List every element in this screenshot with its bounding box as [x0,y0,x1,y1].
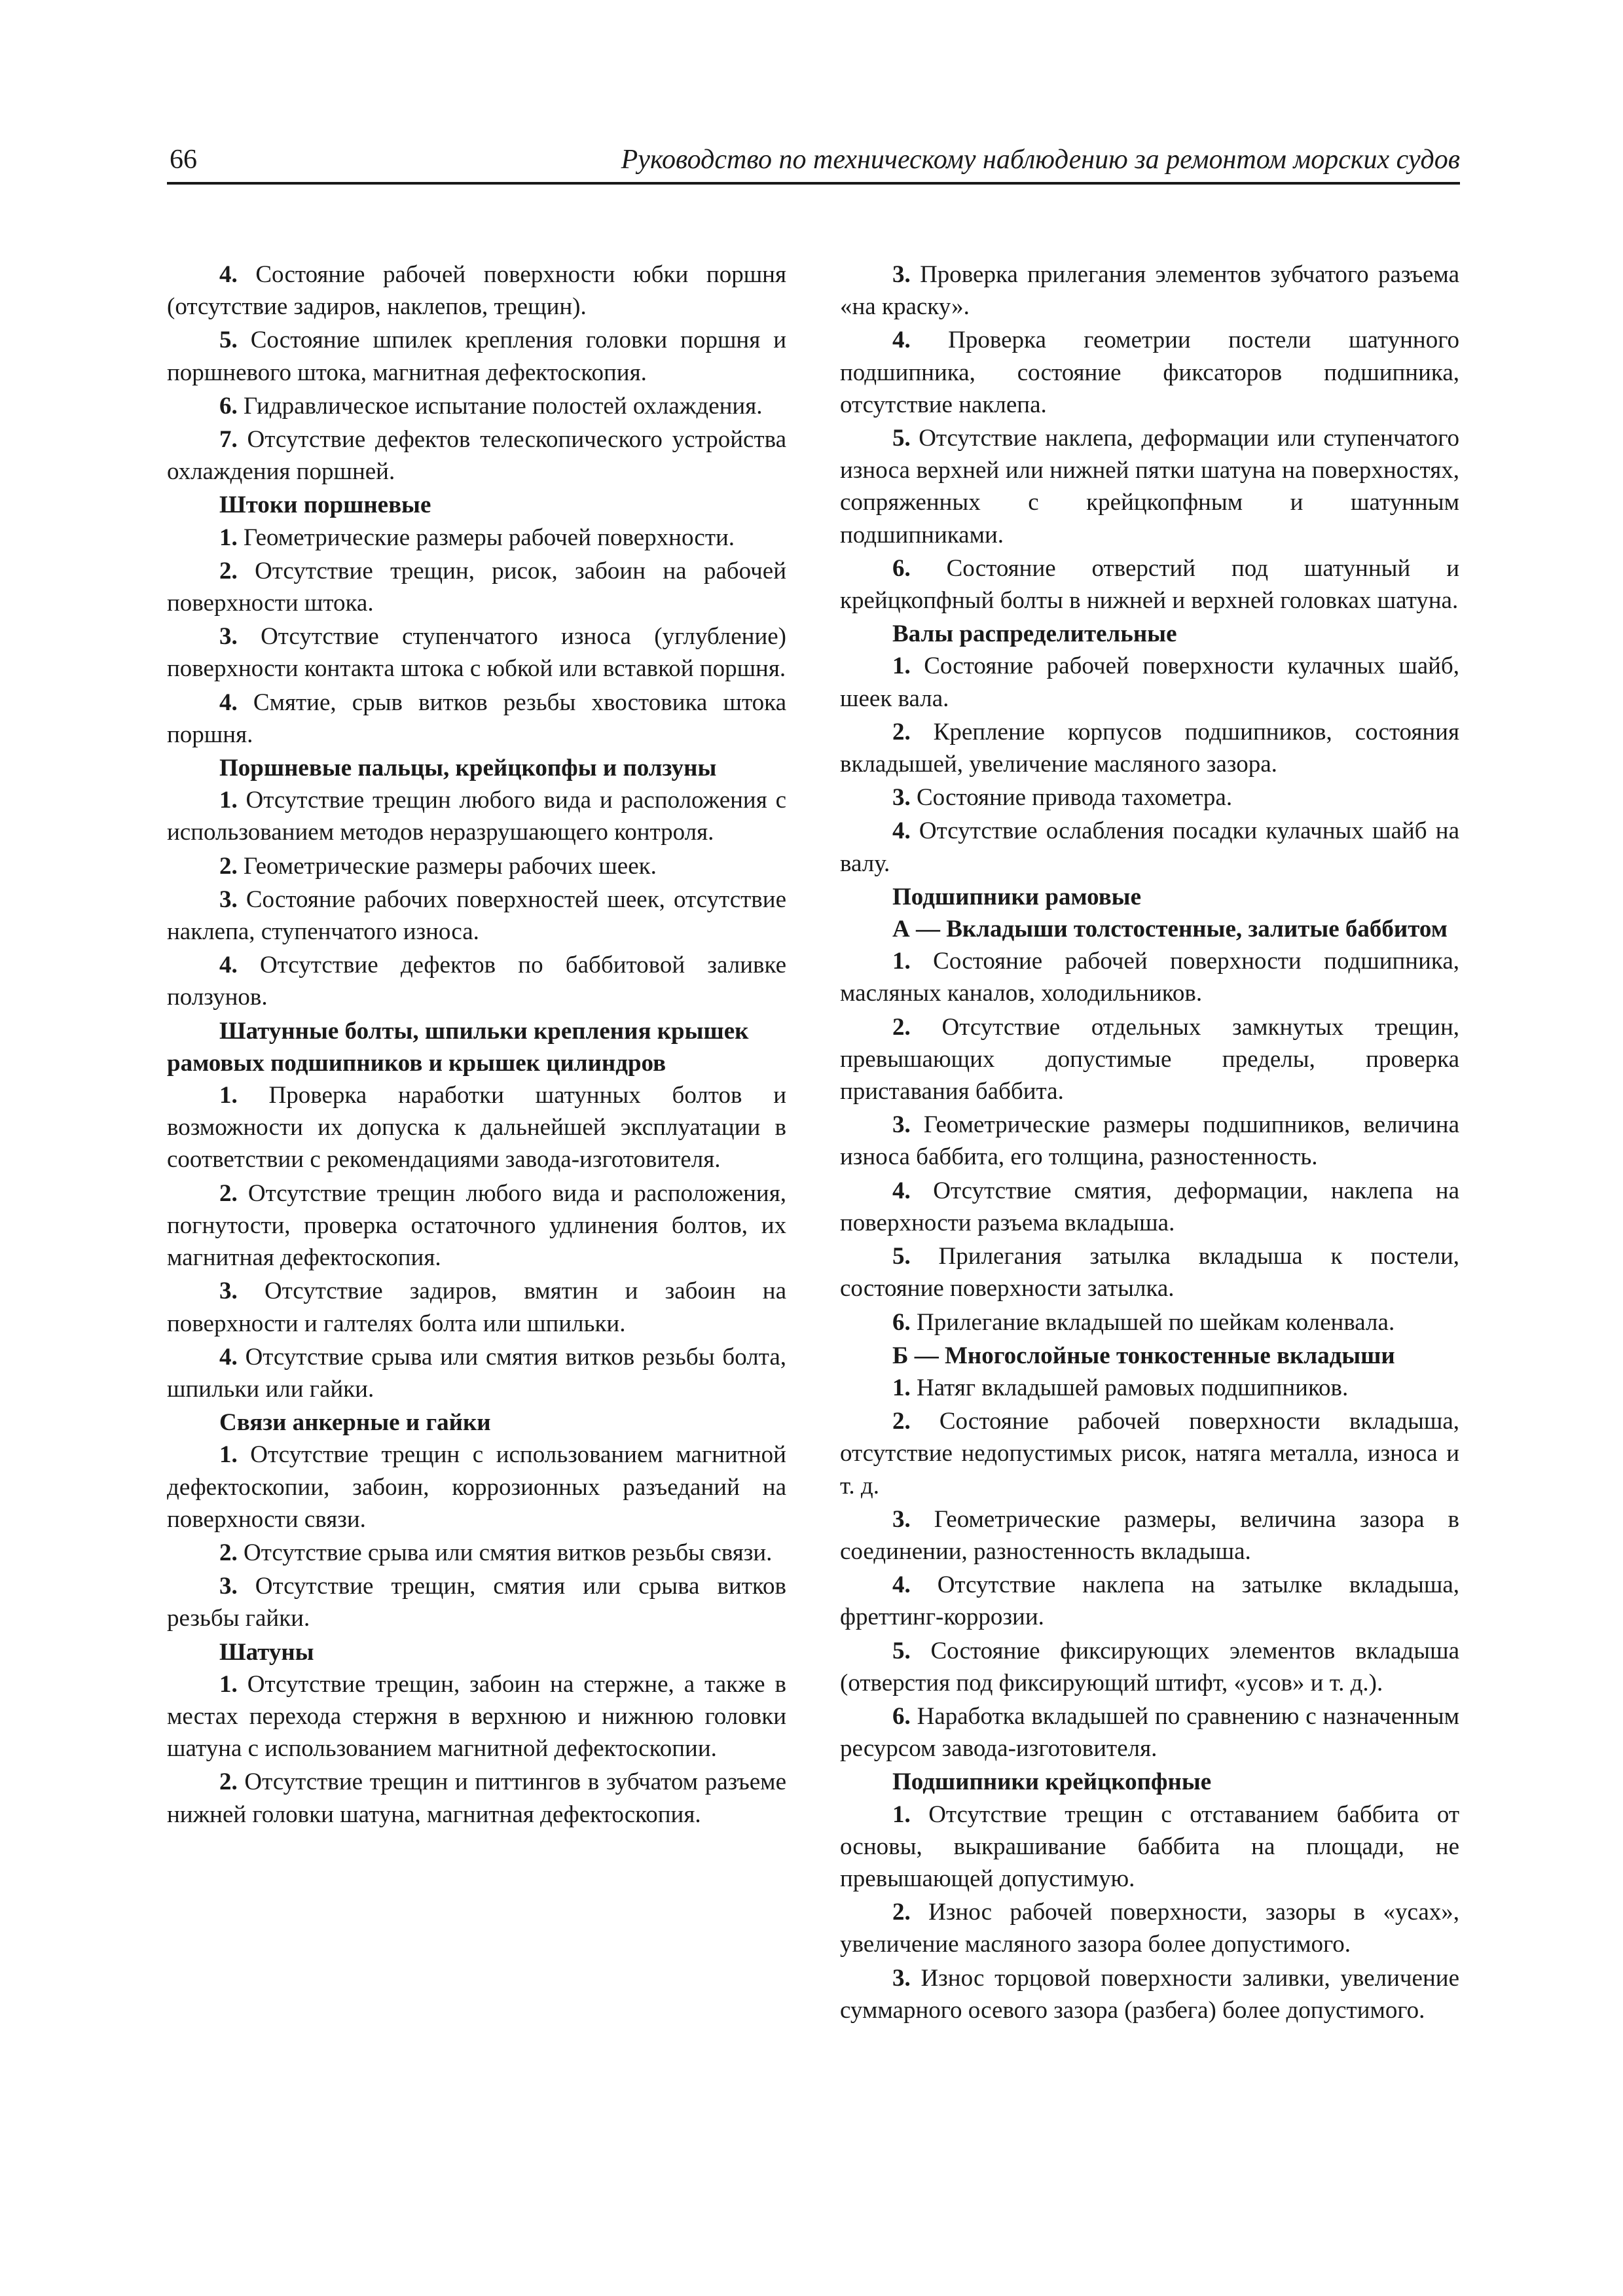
item-text: Отсутствие срыва или смятия витков резьбы связи. [237,1539,773,1566]
section-heading: Подшипники рамовые [892,883,1141,910]
list-item [167,884,786,948]
item-text: Отсутствие трещин, смятия или срыва витков резьбы гайки. [167,1573,786,1632]
item-text: Отсутствие трещин, забоин на стержне, а также в местах перехода стержня в верхнюю и нижнюю головки шатуна с использованием магнитной дефектоскопии. [167,1670,786,1763]
list-item [840,1635,1459,1699]
item-number: 6. [892,1702,911,1730]
item-number: 1. [892,1374,911,1401]
item-text: Гидравлическое испытание полостей охлаждения. [237,392,763,420]
running-title: Руководство по техническому наблюдению за ремонтом морских судов [621,145,1460,175]
list-item [840,1306,1459,1338]
list-item [840,422,1459,551]
item-text: Отсутствие ослабления посадки кулачных шайб на валу. [840,817,1459,877]
item-text: Износ торцовой поверхности заливки, увеличение суммарного осевого зазора (разбега) более допустимого. [840,1964,1459,2024]
list-item [167,1537,786,1569]
item-number: 4. [219,261,238,288]
item-number: 3. [892,784,911,812]
item-text: Геометрические размеры рабочих шеек. [237,852,657,880]
list-item [840,1569,1459,1633]
section-heading: Подшипники крейцкопфные [892,1768,1212,1796]
section-subheading: А — Вкладыши толстостенные, залитые баббитом [892,916,1448,943]
section-heading: Валы распределительные [892,620,1177,648]
list-item [840,552,1459,617]
item-number: 4. [219,689,238,716]
list-item [167,1570,786,1634]
item-text: Натяг вкладышей рамовых подшипников. [910,1374,1349,1401]
item-number: 2. [892,1013,911,1041]
item-number: 6. [892,554,911,582]
list-item [840,650,1459,714]
item-text: Отсутствие смятия, деформации, наклепа на поверхности разъема вкладыша. [840,1177,1459,1236]
page-number: 66 [170,145,197,175]
section-heading: Штоки поршневые [219,492,431,519]
item-text: Отсутствие задиров, вмятин и забоин на поверхности и галтелях болта или шпильки. [167,1278,786,1337]
item-number: 3. [219,1573,238,1600]
item-text: Состояние рабочей поверхности юбки поршня (отсутствие задиров, наклепов, трещин). [167,261,786,321]
item-text: Состояние отверстий под шатунный и крейцкопфный болты в нижней и верхней головках шатуна. [840,554,1459,615]
item-text: Отсутствие отдельных замкнутых трещин, превышающих допустимые пределы, проверка приставания баббита. [840,1013,1459,1105]
item-number: 4. [892,817,911,845]
item-number: 1. [892,1801,911,1828]
item-number: 2. [892,718,911,745]
item-text: Отсутствие дефектов по баббитовой заливке ползунов. [167,952,786,1011]
item-number: 4. [892,327,911,354]
item-number: 4. [892,1571,911,1599]
item-number: 1. [219,787,238,814]
item-text: Состояние рабочих поверхностей шеек, отсутствие наклепа, ступенчатого износа. [167,886,786,946]
item-number: 2. [219,1768,238,1796]
item-text: Отсутствие трещин, рисок, забоин на рабочей поверхности штока. [167,557,786,617]
section-heading: Б — Многослойные тонкостенные вкладыши [892,1342,1395,1369]
item-number: 4. [219,1343,238,1371]
item-text: Крепление корпусов подшипников, состояния вкладышей, увеличение масляного зазора. [840,718,1459,778]
list-item [167,324,786,388]
list-item [167,1275,786,1339]
item-text: Состояние фиксирующих элементов вкладыша (отверстия под фиксирующий штифт, «усов» и т. д.). [840,1637,1459,1696]
list-item [840,1503,1459,1568]
item-text: Отсутствие трещин любого вида и расположения, погнутости, проверка остаточного удлинения болтов, их магнитная дефектоскопия. [167,1179,786,1272]
page-header [167,143,1460,185]
item-text: Отсутствие трещин с использованием магнитной дефектоскопии, забоин, коррозионных разъеданий на поверхности связи. [167,1441,786,1533]
list-item [840,1799,1459,1895]
item-number: 6. [219,392,238,420]
list-item [167,1668,786,1765]
list-item [167,522,786,554]
item-text: Состояние рабочей поверхности кулачных шайб, шеек вала. [840,653,1459,712]
left-column [167,259,786,1832]
item-number: 3. [892,1964,911,1992]
item-number: 4. [219,952,238,979]
list-item [167,784,786,848]
list-item [167,1079,786,1176]
item-number: 3. [219,1278,238,1305]
list-item [167,1766,786,1830]
item-text: Наработка вкладышей по сравнению с назначенным ресурсом завода-изготовителя. [840,1702,1459,1763]
item-text: Состояние рабочей поверхности подшипника, масляных каналов, холодильников. [840,948,1459,1007]
list-item [840,1700,1459,1765]
item-number: 2. [219,852,238,880]
item-text: Геометрические размеры рабочей поверхности. [237,524,735,551]
list-item [840,1405,1459,1502]
list-item [840,1011,1459,1108]
list-item [840,1372,1459,1404]
list-item [167,423,786,488]
item-text: Проверка прилегания элементов зубчатого разъема «на краску». [840,261,1459,321]
item-text: Прилегание вкладышей по шейкам коленвала. [910,1308,1395,1336]
item-number: 1. [219,1441,238,1469]
right-column [840,259,1459,2028]
list-item [840,1240,1459,1304]
section-heading: Шатуны [219,1638,314,1666]
list-item [840,324,1459,421]
item-text: Отсутствие трещин и питтингов в зубчатом разъеме нижней головки шатуна, магнитная дефектоскопия. [167,1768,786,1828]
item-number: 5. [892,425,911,452]
item-number: 1. [892,653,911,680]
list-item [167,949,786,1013]
item-text: Износ рабочей поверхности, зазоры в «усах», увеличение масляного зазора более допустимого. [840,1899,1459,1958]
section-heading: Шатунные болты, шпильки крепления крышек рамовых подшипников и крышек цилиндров [167,1017,749,1077]
list-item [167,620,786,685]
item-number: 4. [892,1177,911,1204]
item-text: Проверка наработки шатунных болтов и возможности их допуска к дальнейшей эксплуатации в соответствии с рекомендациями завода-изготовителя. [167,1082,786,1174]
item-text: Состояние рабочей поверхности вкладыша, отсутствие недопустимых рисок, натяга металла, износа и т. д. [840,1408,1459,1499]
list-item [840,716,1459,780]
section-heading: Связи анкерные и гайки [219,1409,491,1437]
item-text: Геометрические размеры, величина зазора в соединении, разностенность вкладыша. [840,1505,1459,1565]
item-number: 7. [219,426,238,454]
item-number: 2. [219,1179,238,1207]
list-item [840,781,1459,814]
item-text: Состояние шпилек крепления головки поршня и поршневого штока, магнитная дефектоскопия. [167,327,786,386]
item-text: Смятие, срыв витков резьбы хвостовика штока поршня. [167,689,786,748]
item-number: 3. [219,886,238,913]
item-text: Отсутствие дефектов телескопического устройства охлаждения поршней. [167,426,786,486]
list-item [840,1109,1459,1173]
list-item [167,850,786,882]
item-number: 2. [892,1899,911,1926]
item-number: 2. [892,1408,911,1435]
list-item [167,1177,786,1274]
item-number: 5. [219,327,238,354]
list-item [840,1962,1459,2026]
list-item [167,687,786,751]
item-number: 2. [219,1539,238,1566]
item-number: 1. [219,1082,238,1109]
item-number: 6. [892,1308,911,1336]
item-text: Отсутствие наклепа на затылке вкладыша, фреттинг-коррозии. [840,1571,1459,1631]
item-number: 3. [892,1505,911,1533]
item-number: 3. [892,261,911,288]
item-text: Отсутствие срыва или смятия витков резьбы болта, шпильки или гайки. [167,1343,786,1403]
section-heading: Поршневые пальцы, крейцкопфы и ползуны [219,755,717,782]
item-text: Геометрические размеры подшипников, величина износа баббита, его толщина, разностенность. [840,1111,1459,1171]
item-text: Отсутствие наклепа, деформации или ступенчатого износа верхней или нижней пятки шатуна на поверхностях, сопряженных с крейцкопфным и шатунным подшипниками. [840,425,1459,548]
list-item [167,1341,786,1405]
item-text: Отсутствие трещин любого вида и расположения с использованием методов неразрушающего контроля. [167,787,786,846]
item-number: 1. [892,948,911,975]
item-text: Состояние привода тахометра. [910,784,1233,812]
item-number: 3. [219,623,238,651]
item-text: Проверка геометрии постели шатунного подшипника, состояние фиксаторов подшипника, отсутствие наклепа. [840,327,1459,418]
item-number: 2. [219,557,238,584]
item-text: Отсутствие ступенчатого износа (углубление) поверхности контакта штока с юбкой или вставкой поршня. [167,623,786,683]
list-item [840,815,1459,879]
item-text: Отсутствие трещин с отставанием баббита от основы, выкрашивание баббита на площади, не превышающей допустимую. [840,1801,1459,1892]
item-number: 3. [892,1111,911,1139]
list-item [840,1896,1459,1960]
list-item [167,1439,786,1535]
item-number: 1. [219,1670,238,1698]
item-number: 1. [219,524,238,551]
item-number: 5. [892,1243,911,1270]
item-text: Прилегания затылка вкладыша к постели, состояние поверхности затылка. [840,1243,1459,1302]
list-item [167,390,786,422]
list-item [840,1175,1459,1239]
list-item [167,259,786,323]
list-item [840,945,1459,1009]
list-item [840,259,1459,323]
list-item [167,555,786,619]
item-number: 5. [892,1637,911,1664]
